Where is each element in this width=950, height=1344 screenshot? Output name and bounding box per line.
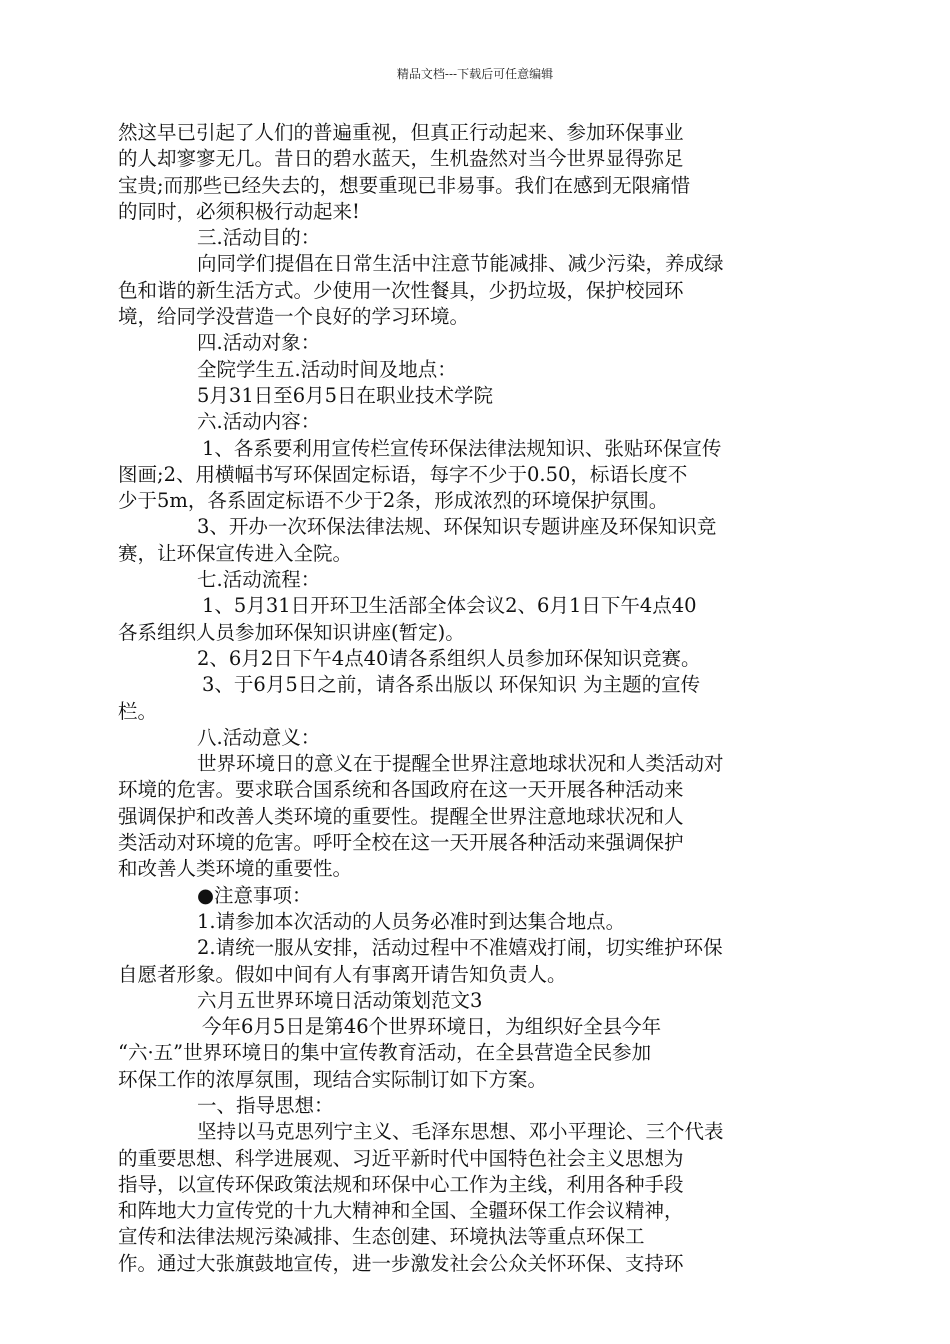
text-line: 指导，以宣传环保政策法规和环保中心工作为主线，利用各种手段 <box>118 1172 684 1196</box>
text-line: 六月五世界环境日活动策划范文3 <box>197 988 483 1012</box>
text-line: 然这早已引起了人们的普遍重视，但真正行动起来、参加环保事业 <box>118 121 684 144</box>
text-line: 宣传和法律法规污染减排、生态创建、环境执法等重点环保工 <box>118 1225 645 1249</box>
text-line: 图画;2、用横幅书写环保固定标语，每字不少于0.50，标语长度不 <box>118 462 688 486</box>
text-line: 少于5m，各系固定标语不少于2条，形成浓烈的环境保护氛围。 <box>118 489 669 513</box>
text-line: 宝贵;而那些已经失去的，想要重现已非易事。我们在感到无限痛惜 <box>118 173 691 197</box>
text-line: 作。通过大张旗鼓地宣传，进一步激发社会公众关怀环保、支持环 <box>118 1251 684 1275</box>
text-line: 向同学们提倡在日常生活中注意节能减排、减少污染，养成绿 <box>197 252 724 276</box>
text-line: 类活动对环境的危害。呼吁全校在这一天开展各种活动来强调保护 <box>118 831 684 855</box>
text-line: ●注意事项： <box>197 883 312 907</box>
text-line: 各系组织人员参加环保知识讲座(暂定)。 <box>118 620 465 644</box>
text-line: 2、6月2日下午4点40请各系组织人员参加环保知识竞赛。 <box>197 646 701 670</box>
text-line: 强调保护和改善人类环境的重要性。提醒全世界注意地球状况和人 <box>118 804 684 828</box>
document-body <box>118 120 808 1277</box>
text-line: 坚持以马克思列宁主义、毛泽东思想、邓小平理论、三个代表 <box>197 1120 724 1144</box>
page-header: 精品文档---下载后可任意编辑 <box>396 67 554 81</box>
text-line: “六·五”世界环境日的集中宣传教育活动，在全县营造全民参加 <box>118 1041 652 1065</box>
text-line: 一、指导思想： <box>197 1093 334 1117</box>
text-line: 和阵地大力宣传党的十九大精神和全国、全疆环保工作会议精神， <box>118 1199 684 1223</box>
text-line: 七.活动流程： <box>197 568 321 592</box>
text-line: 3、开办一次环保法律法规、环保知识专题讲座及环保知识竞 <box>197 515 717 539</box>
text-line: 自愿者形象。假如中间有人有事离开请告知负责人。 <box>118 962 567 986</box>
text-line: 四.活动对象： <box>197 331 321 355</box>
text-line: 环境的危害。要求联合国系统和各国政府在这一天开展各种活动来 <box>118 778 684 802</box>
text-line: 三.活动目的： <box>197 226 321 250</box>
text-line: 八.活动意义： <box>197 725 321 749</box>
text-line: 境，给同学没营造一个良好的学习环境。 <box>118 305 470 329</box>
text-line: 色和谐的新生活方式。少使用一次性餐具，少扔垃圾，保护校园环 <box>118 278 684 302</box>
text-line: 六.活动内容： <box>197 410 321 434</box>
text-line: 的同时，必须积极行动起来! <box>118 199 360 223</box>
text-line: 2.请统一服从安排，活动过程中不准嬉戏打闹，切实维护环保 <box>197 936 723 960</box>
text-line: 全院学生五.活动时间及地点： <box>197 357 457 381</box>
text-line: 1、各系要利用宣传栏宣传环保法律法规知识、张贴环保宣传 <box>202 436 722 460</box>
text-line: 的重要思想、科学进展观、习近平新时代中国特色社会主义思想为 <box>118 1146 684 1170</box>
text-line: 今年6月5日是第46个世界环境日，为组织好全县今年 <box>202 1015 662 1039</box>
text-line: 和改善人类环境的重要性。 <box>118 857 353 881</box>
text-line: 世界环境日的意义在于提醒全世界注意地球状况和人类活动对 <box>197 752 724 776</box>
text-line: 1.请参加本次活动的人员务必准时到达集合地点。 <box>197 909 626 933</box>
text-line: 栏。 <box>118 699 158 723</box>
text-line: 3、于6月5日之前，请各系出版以 环保知识 为主题的宣传 <box>202 673 701 697</box>
text-line: 的人却寥寥无几。昔日的碧水蓝天，生机盎然对当今世界显得弥足 <box>118 147 684 171</box>
text-line: 5月31日至6月5日在职业技术学院 <box>197 383 494 407</box>
text-line: 环保工作的浓厚氛围，现结合实际制订如下方案。 <box>118 1067 548 1091</box>
text-line: 1、5月31日开环卫生活部全体会议2、6月1日下午4点40 <box>202 594 697 618</box>
text-line: 赛，让环保宣传进入全院。 <box>118 541 353 565</box>
